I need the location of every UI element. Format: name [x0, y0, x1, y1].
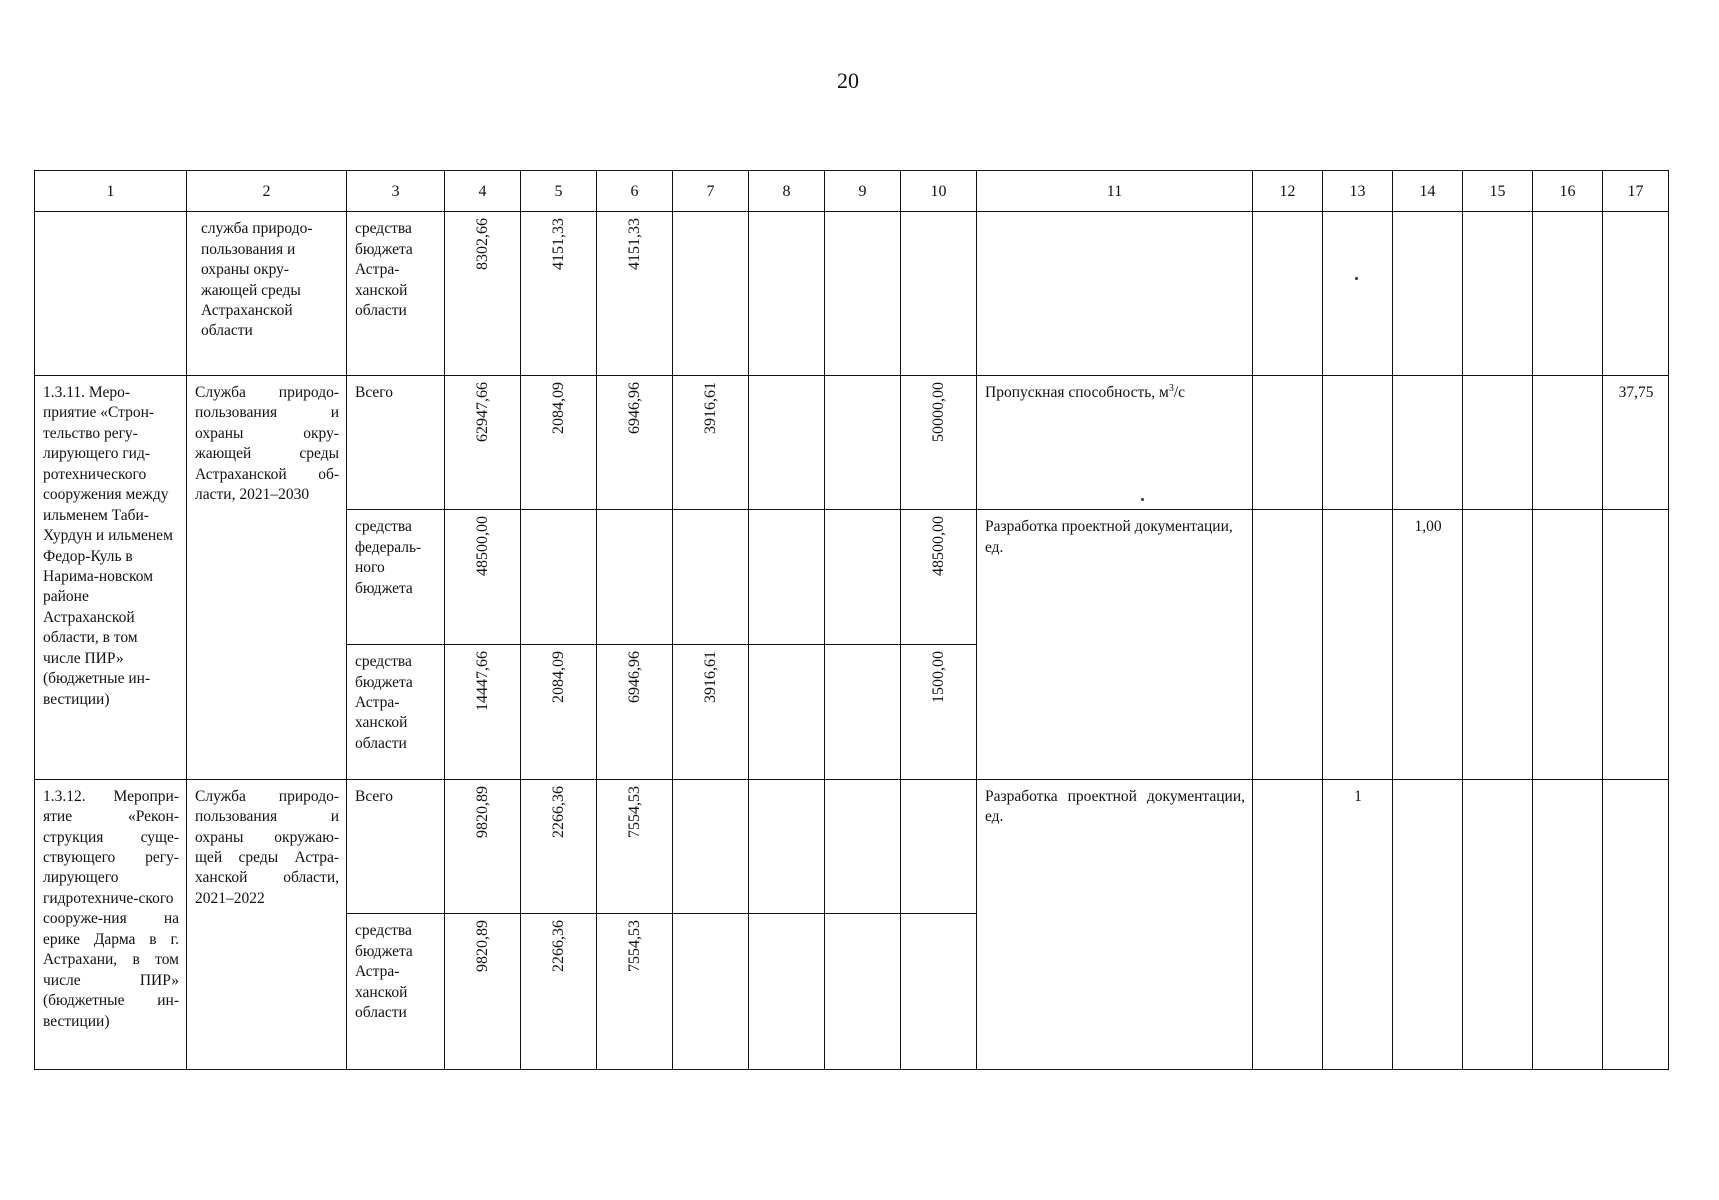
indicator-cell — [977, 212, 1253, 376]
amount-value: 2084,09 — [549, 381, 567, 434]
amount-cell — [521, 779, 597, 914]
amount-value: 7554,53 — [625, 920, 643, 973]
amount-cell — [521, 375, 597, 510]
amount-value: 62947,66 — [473, 381, 491, 442]
indicator-value-cell — [1393, 375, 1463, 510]
table-row — [35, 375, 1669, 510]
amount-value: 9820,89 — [473, 785, 491, 838]
indicator-value-cell — [1463, 375, 1533, 510]
amount-value: 9820,89 — [473, 920, 491, 973]
amount-cell — [597, 914, 673, 1070]
header-cell: 14 — [1393, 171, 1463, 212]
page-number: 20 — [837, 68, 859, 93]
header-cell: 5 — [521, 171, 597, 212]
indicator-value-cell — [1463, 212, 1533, 376]
header-row — [35, 171, 1669, 212]
amount-cell — [749, 510, 825, 645]
funding-source-cell: Всего — [347, 779, 445, 914]
indicator-unit-sup: 3 — [1168, 382, 1174, 394]
indicator-value-cell — [1323, 375, 1393, 510]
indicator-value-cell — [1533, 375, 1603, 510]
amount-cell — [673, 212, 749, 376]
header-cell: 12 — [1253, 171, 1323, 212]
executor-cell: Служба природо-пользования и охраны окру-жающей среды Астраханской об-ласти, 2021–2030 — [187, 375, 347, 779]
amount-value: 14447,66 — [473, 651, 491, 712]
indicator-value-cell — [1603, 510, 1669, 779]
indicator-value-cell: 37,75 — [1603, 375, 1669, 510]
funding-source-cell: средства бюджета Астра-ханской области — [347, 914, 445, 1070]
amount-cell — [445, 212, 521, 376]
amount-value: 6946,96 — [625, 651, 643, 704]
amount-cell — [673, 779, 749, 914]
header-cell: 16 — [1533, 171, 1603, 212]
header-cell: 17 — [1603, 171, 1669, 212]
indicator-value-cell — [1253, 212, 1323, 376]
indicator-text: Пропускная способность, м — [985, 383, 1169, 401]
amount-value: 2266,36 — [549, 920, 567, 973]
amount-cell — [445, 779, 521, 914]
indicator-value-cell — [1603, 212, 1669, 376]
funding-source-cell: средства бюджета Астра-ханской области — [347, 212, 445, 376]
amount-cell — [825, 914, 901, 1070]
indicator-value-cell — [1323, 212, 1393, 376]
header-cell: 7 — [673, 171, 749, 212]
amount-cell — [597, 645, 673, 780]
table-row — [35, 779, 1669, 914]
scan-speck — [1355, 277, 1358, 280]
amount-cell — [749, 645, 825, 780]
indicator-value-cell — [1323, 510, 1393, 779]
amount-value: 50000,00 — [929, 381, 947, 442]
amount-cell — [825, 375, 901, 510]
scan-speck — [1141, 498, 1144, 501]
indicator-cell — [977, 375, 1253, 510]
amount-cell — [673, 645, 749, 780]
header-cell: 15 — [1463, 171, 1533, 212]
header-cell: 3 — [347, 171, 445, 212]
amount-value: 1500,00 — [929, 651, 947, 704]
executor-cell: служба природо-пользования и охраны окру-жающей среды Астраханской области — [187, 212, 347, 376]
event-name-cell: 1.3.12. Меропри-ятие «Рекон-струкция суще-ствующего регу-лирующего гидротехниче-ского сооруже-ния на ерике Дарма в г. Астрахани, в том числе ПИР» (бюджетные ин-вестиции) — [35, 779, 187, 1069]
header-cell: 10 — [901, 171, 977, 212]
amount-cell — [749, 779, 825, 914]
amount-cell — [597, 779, 673, 914]
indicator-value-cell — [1533, 510, 1603, 779]
table-row — [35, 212, 1669, 376]
header-cell: 1 — [35, 171, 187, 212]
indicator-value-cell — [1533, 779, 1603, 1069]
indicator-cell: Разработка проектной документации, ед. — [977, 510, 1253, 779]
indicator-value-cell — [1253, 375, 1323, 510]
amount-cell — [445, 375, 521, 510]
amount-cell — [901, 375, 977, 510]
funding-source-cell: Всего — [347, 375, 445, 510]
header-cell: 4 — [445, 171, 521, 212]
amount-value: 8302,66 — [473, 218, 491, 271]
indicator-value-cell: 1,00 — [1393, 510, 1463, 779]
amount-cell — [521, 914, 597, 1070]
indicator-value-cell — [1603, 779, 1669, 1069]
amount-value: 48500,00 — [473, 516, 491, 577]
amount-cell — [825, 645, 901, 780]
header-cell: 11 — [977, 171, 1253, 212]
amount-value: 48500,00 — [929, 516, 947, 577]
amount-value: 3916,61 — [701, 651, 719, 704]
amount-cell — [673, 510, 749, 645]
amount-value: 4151,33 — [625, 218, 643, 271]
amount-value: 3916,61 — [701, 381, 719, 434]
amount-value: 2266,36 — [549, 785, 567, 838]
amount-cell — [749, 212, 825, 376]
amount-cell — [749, 375, 825, 510]
amount-value: 7554,53 — [625, 785, 643, 838]
header-cell: 2 — [187, 171, 347, 212]
indicator-value-cell — [1253, 510, 1323, 779]
amount-cell — [521, 645, 597, 780]
amount-cell — [901, 510, 977, 645]
event-name-cell — [35, 212, 187, 376]
amount-cell — [673, 914, 749, 1070]
header-cell: 6 — [597, 171, 673, 212]
amount-cell — [901, 212, 977, 376]
amount-cell — [749, 914, 825, 1070]
amount-cell — [825, 779, 901, 914]
amount-cell — [597, 375, 673, 510]
amount-cell — [901, 914, 977, 1070]
amount-cell — [521, 212, 597, 376]
amount-value: 6946,96 — [625, 381, 643, 434]
indicator-value-cell — [1393, 212, 1463, 376]
amount-cell — [597, 212, 673, 376]
indicator-value-cell — [1463, 779, 1533, 1069]
indicator-cell: Разработка проектной документации, ед. — [977, 779, 1253, 1069]
indicator-unit: /с — [1173, 383, 1186, 401]
amount-value: 4151,33 — [549, 218, 567, 271]
amount-cell — [901, 645, 977, 780]
amount-cell — [445, 914, 521, 1070]
indicator-value-cell — [1533, 212, 1603, 376]
amount-cell — [673, 375, 749, 510]
amount-cell — [445, 510, 521, 645]
amount-cell — [825, 212, 901, 376]
amount-cell — [521, 510, 597, 645]
amount-value: 2084,09 — [549, 651, 567, 704]
amount-cell — [597, 510, 673, 645]
funding-source-cell: средства федераль-ного бюджета — [347, 510, 445, 645]
indicator-value-cell — [1253, 779, 1323, 1069]
funding-source-cell: средства бюджета Астра-ханской области — [347, 645, 445, 780]
program-table — [34, 170, 1669, 1070]
indicator-value-cell: 1 — [1323, 779, 1393, 1069]
event-name-cell: 1.3.11. Меро-приятие «Строн-тельство регу-лирующего гид-ротехнического сооружения между ильменем Таби-Хурдун и ильменем Федор-Куль в Нарима-новском районе Астраханской области, в том числе ПИР» (бюджетные ин-вестиции) — [35, 375, 187, 779]
header-cell: 13 — [1323, 171, 1393, 212]
indicator-value-cell — [1393, 779, 1463, 1069]
indicator-value-cell — [1463, 510, 1533, 779]
header-cell: 9 — [825, 171, 901, 212]
header-cell: 8 — [749, 171, 825, 212]
amount-cell — [825, 510, 901, 645]
amount-cell — [445, 645, 521, 780]
executor-cell: Служба природо-пользования и охраны окружаю-щей среды Астра-ханской области, 2021–2022 — [187, 779, 347, 1069]
amount-cell — [901, 779, 977, 914]
